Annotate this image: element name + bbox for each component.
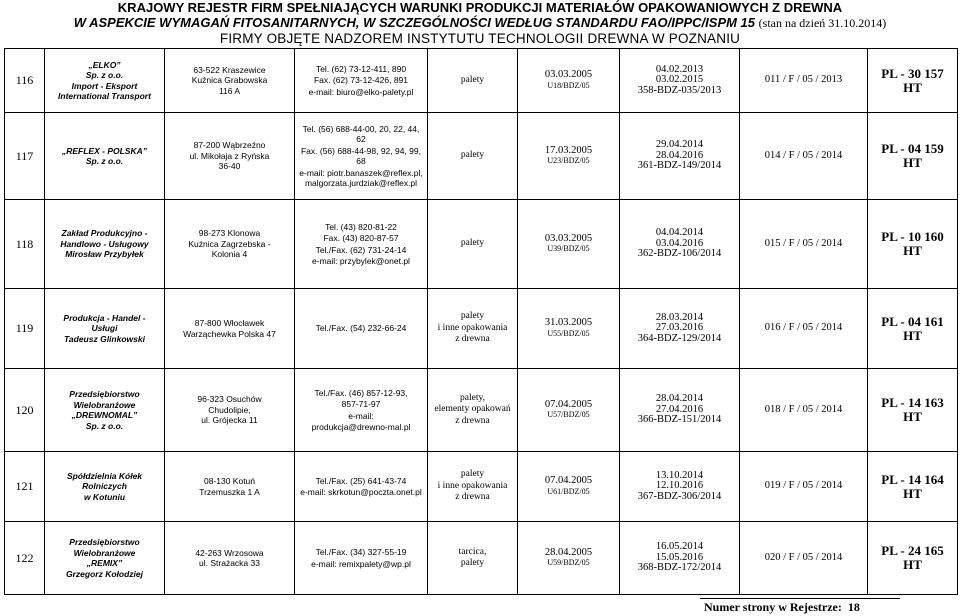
certificate-validity — [620, 113, 740, 200]
registration-date: 31.03.2005 — [544, 317, 593, 328]
contact-info — [295, 452, 428, 522]
row-number: 118 — [5, 200, 45, 289]
registration-date: 28.04.2005 — [544, 546, 593, 558]
register-rows — [5, 49, 958, 595]
firm-name-line: Grzegorz Kołodziej — [66, 568, 143, 579]
registration-date: 03.03.2005 — [544, 69, 593, 80]
product-type — [428, 113, 518, 200]
firm-name — [45, 49, 165, 113]
table-row — [5, 113, 958, 200]
firm-name-line: Przedsiębiorstwo — [69, 537, 140, 547]
validity-line: 15.05.2016 — [655, 551, 704, 563]
validity-line: 03.02.2015 — [655, 74, 704, 86]
validity-line: 04.04.2014 — [655, 227, 704, 239]
product-line: i inne opakowania — [437, 480, 508, 491]
validity-line: 04.02.2013 — [655, 63, 704, 75]
address-line: 63-522 Kraszewice — [193, 64, 266, 75]
table-row — [5, 289, 958, 369]
validity-line: 28.04.2016 — [655, 149, 704, 161]
product-line: z drewna — [455, 492, 490, 503]
contact-line: Tel. (56) 688-44-00, 20, 22, 44, 62 — [302, 123, 420, 144]
product-type — [428, 289, 518, 369]
register-number — [740, 113, 868, 200]
registration-code: U55/BDZ/05 — [547, 328, 590, 338]
page-number: 18 — [847, 600, 860, 614]
register-number-text: 011 / F / 05 / 2013 — [764, 74, 843, 86]
ippc-mark-code: PL - 24 165 — [881, 543, 944, 558]
contact-line: e-mail: biuro@elko-palety.pl — [308, 86, 414, 97]
certificate-validity — [620, 369, 740, 452]
firm-name-line: „REFLEX - POLSKA” — [61, 145, 147, 156]
contact-line: e-mail: — [348, 410, 374, 421]
firm-name-line: Sp. z o.o. — [85, 420, 124, 431]
registration-code: U61/BDZ/05 — [547, 486, 590, 496]
registration-code: U18/BDZ/05 — [547, 80, 590, 90]
registration-date-cell — [518, 200, 620, 289]
row-number: 122 — [5, 522, 45, 595]
product-line: palety — [460, 469, 485, 480]
contact-line: Tel. (43) 820-81-22 — [325, 221, 397, 232]
product-type — [428, 49, 518, 113]
validity-line: 13.10.2014 — [655, 469, 704, 481]
contact-line: e-mail: piotr.banaszek@reflex.pl, malgorzata.jurdziak@reflex.pl — [299, 167, 423, 188]
firm-name-line: International Transport — [58, 91, 151, 101]
firm-name — [45, 113, 165, 200]
firm-name-line: Wielobranżowe — [73, 547, 136, 558]
contact-line: e-mail: przybylek@onet.pl — [312, 256, 410, 266]
registration-date: 07.04.2005 — [544, 398, 593, 410]
firm-name-line: Handlowo - Usługowy — [60, 238, 149, 249]
registration-date: 17.03.2005 — [544, 144, 593, 156]
product-type — [428, 200, 518, 289]
register-number-text: 019 / F / 05 / 2014 — [764, 480, 843, 492]
firm-name — [45, 522, 165, 595]
firm-name-line: Spółdzielnia Kółek — [66, 470, 143, 481]
ippc-mark-code: PL - 14 163 — [881, 395, 944, 410]
validity-line: 366-BDZ-151/2014 — [637, 414, 722, 426]
product-line: i inne opakowania — [437, 322, 508, 333]
validity-line: 16.05.2014 — [655, 541, 704, 553]
product-type — [428, 452, 518, 522]
contact-line: Fax. (62) 73-12-426, 891 — [313, 75, 409, 86]
firm-name — [45, 369, 165, 452]
address-line: 96-323 Osuchów — [197, 394, 262, 405]
validity-line: 12.10.2016 — [655, 480, 704, 492]
product-line: palety — [460, 558, 485, 568]
contact-info — [295, 289, 428, 369]
certificate-validity — [620, 522, 740, 595]
firm-name — [45, 200, 165, 289]
product-line: palety — [460, 150, 485, 161]
contact-line: 857-71-97 — [341, 399, 381, 409]
contact-line: Tel./Fax. (62) 731-24-14 — [315, 244, 407, 255]
product-line: palety — [460, 74, 485, 85]
contact-info — [295, 200, 428, 289]
register-number — [740, 49, 868, 113]
contact-line: Fax. (56) 688-44-98, 92, 94, 99, 68 — [300, 145, 422, 166]
address-line: ul. Mikołaja z Ryńska — [189, 150, 270, 161]
certificate-validity — [620, 200, 740, 289]
contact-line: Tel. (62) 73-12-411, 890 — [315, 63, 407, 74]
firm-name-line: Import - Eksport — [71, 80, 138, 91]
product-line: palety — [460, 311, 485, 322]
contact-info — [295, 49, 428, 113]
registration-date: 07.04.2005 — [544, 475, 593, 486]
contact-info — [295, 113, 428, 200]
firm-address — [165, 200, 295, 289]
firm-name-line: w Kotuniu — [83, 491, 126, 502]
ippc-mark — [868, 452, 958, 522]
firm-name-line: „ELKO” — [88, 59, 121, 70]
validity-line: 29.04.2014 — [655, 139, 704, 151]
table-row — [5, 49, 958, 113]
register-number-text: 016 / F / 05 / 2014 — [764, 322, 843, 334]
ippc-mark — [868, 49, 958, 113]
register-number-text: 014 / F / 05 / 2014 — [764, 149, 843, 161]
address-line: ul. Grójecka 11 — [201, 415, 258, 426]
product-line: palety, — [460, 392, 485, 403]
ippc-mark-code: PL - 10 160 — [881, 229, 944, 244]
ippc-mark-treatment: HT — [903, 485, 922, 501]
firm-name — [45, 289, 165, 369]
register-number — [740, 452, 868, 522]
contact-info — [295, 369, 428, 452]
ippc-mark-code: PL - 14 164 — [881, 471, 944, 487]
address-line: 08-130 Kotuń — [203, 476, 256, 486]
register-number — [740, 289, 868, 369]
row-number: 116 — [5, 49, 45, 113]
contact-line: Tel./Fax. (25) 641-43-74 — [315, 475, 407, 486]
certificate-validity — [620, 452, 740, 522]
registration-code: U39/BDZ/05 — [547, 244, 590, 253]
register-table — [4, 48, 958, 595]
firm-name-line: „DREWNOMAL” — [71, 410, 138, 420]
firm-name-line: Rolniczych — [82, 481, 127, 492]
register-number-text: 018 / F / 05 / 2014 — [764, 403, 843, 415]
register-number-text: 015 / F / 05 / 2014 — [764, 237, 843, 249]
address-line: 98-273 Klonowa — [198, 228, 261, 239]
page-number-label: Numer strony w Rejestrze: — [704, 600, 842, 614]
product-line: elementy opakowań — [434, 404, 511, 415]
register-supervisor-line: FIRMY OBJĘTE NADZOREM INSTYTUTU TECHNOLOGII DREWNA W POZNANIU — [219, 31, 741, 46]
firm-address — [165, 289, 295, 369]
row-number: 120 — [5, 369, 45, 452]
validity-line: 358-BDZ-035/2013 — [637, 84, 722, 96]
ippc-mark-treatment: HT — [903, 409, 922, 424]
register-number-text: 020 / F / 05 / 2014 — [764, 551, 843, 563]
firm-address — [165, 49, 295, 113]
product-line: z drewna — [455, 415, 490, 426]
register-subtitle — [0, 15, 960, 31]
register-number — [740, 522, 868, 595]
validity-line: 361-BDZ-149/2014 — [637, 160, 722, 172]
subtitle-text: W ASPEKCIE WYMAGAŃ FITOSANITARNYCH, W SZCZEGÓLNOŚCI WEDŁUG STANDARDU FAO/IPPC/ISPM 15 — [73, 15, 756, 30]
product-line: tarcica, — [458, 546, 487, 557]
registration-code: U59/BDZ/05 — [547, 558, 590, 567]
row-number: 121 — [5, 452, 45, 522]
status-date: (stan na dzień 31.10.2014) — [758, 16, 887, 30]
address-line: Kuźnica Zagrzebska - — [188, 238, 271, 249]
contact-line: Tel./Fax. (54) 232-66-24 — [315, 323, 407, 334]
firm-name-line: Sp. z o.o. — [85, 70, 124, 80]
ippc-mark-code: PL - 04 161 — [881, 313, 944, 329]
validity-line: 28.03.2014 — [655, 311, 704, 323]
table-row — [5, 522, 958, 595]
contact-line: e-mail: skrkotun@poczta.onet.pl — [300, 487, 422, 497]
registration-date-cell — [518, 452, 620, 522]
registration-code: U57/BDZ/05 — [547, 410, 590, 419]
registration-date: 03.03.2005 — [544, 232, 593, 244]
ippc-mark-treatment: HT — [903, 155, 922, 170]
register-number — [740, 200, 868, 289]
validity-line: 362-BDZ-106/2014 — [637, 248, 722, 260]
ippc-mark — [868, 113, 958, 200]
ippc-mark-treatment: HT — [903, 557, 922, 572]
address-line: Kolonia 4 — [211, 249, 248, 260]
firm-address — [165, 113, 295, 200]
validity-line: 368-BDZ-172/2014 — [637, 562, 722, 574]
address-line: Trzemuszka 1 A — [199, 486, 260, 497]
contact-line: Tel./Fax. (34) 327-55-19 — [315, 547, 407, 557]
contact-line: produkcja@drewno-mal.pl — [311, 422, 411, 432]
firm-address — [165, 452, 295, 522]
validity-line: 367-BDZ-306/2014 — [637, 490, 722, 502]
address-line: Chudolipie, — [208, 404, 251, 415]
firm-name-line: Produkcja - Handel - — [63, 312, 146, 323]
register-number — [740, 369, 868, 452]
address-line: 36-40 — [218, 161, 241, 172]
ippc-mark-code: PL - 04 159 — [881, 141, 944, 156]
product-type — [428, 369, 518, 452]
ippc-mark-code: PL - 30 157 — [881, 65, 944, 81]
validity-line: 03.04.2016 — [655, 237, 704, 249]
row-number: 119 — [5, 289, 45, 369]
validity-line: 28.04.2014 — [655, 393, 704, 405]
firm-name-line: Tadeusz Glinkowski — [64, 333, 145, 344]
row-number: 117 — [5, 113, 45, 200]
registration-code: U23/BDZ/05 — [547, 156, 590, 165]
ippc-mark-treatment: HT — [903, 243, 922, 258]
address-line: 87-800 Włocławek — [194, 318, 265, 328]
registration-date-cell — [518, 522, 620, 595]
firm-address — [165, 522, 295, 595]
validity-line: 27.03.2016 — [655, 322, 704, 334]
address-line: 87-200 Wąbrzeźno — [193, 140, 266, 151]
contact-line: e-mail: remixpalety@wp.pl — [311, 558, 411, 569]
firm-name-line: „REMIX” — [86, 558, 123, 568]
validity-line: 364-BDZ-129/2014 — [637, 332, 722, 344]
ippc-mark — [868, 522, 958, 595]
certificate-validity — [620, 289, 740, 369]
firm-name-line: Sp. z o.o. — [85, 156, 124, 166]
table-row — [5, 452, 958, 522]
product-line: z drewna — [455, 334, 490, 345]
address-line: Warząchewka Polska 47 — [183, 328, 276, 339]
registration-date-cell — [518, 113, 620, 200]
firm-name-line: Zakład Produkcyjno - — [61, 228, 148, 239]
registration-date-cell — [518, 369, 620, 452]
register-title: KRAJOWY REJESTR FIRM SPEŁNIAJĄCYCH WARUNKI PRODUKCJI MATERIAŁÓW OPAKOWANIOWYCH Z DREWNA — [117, 0, 843, 15]
certificate-validity — [620, 49, 740, 113]
footer-divider — [700, 598, 900, 599]
validity-line: 27.04.2016 — [655, 403, 704, 415]
contact-line: Tel./Fax. (46) 857-12-93, — [314, 387, 408, 398]
firm-name — [45, 452, 165, 522]
address-line: 42-263 Wrzosowa — [195, 547, 264, 558]
firm-name-line: Przedsiębiorstwo — [69, 389, 140, 399]
table-row — [5, 369, 958, 452]
registration-date-cell — [518, 289, 620, 369]
address-line: Kuźnica Grabowska — [191, 75, 268, 86]
product-type — [428, 522, 518, 595]
ippc-mark — [868, 200, 958, 289]
firm-name-line: Usługi — [91, 323, 118, 334]
table-row — [5, 200, 958, 289]
ippc-mark-treatment: HT — [903, 327, 922, 343]
firm-address — [165, 369, 295, 452]
ippc-mark — [868, 289, 958, 369]
firm-name-line: Wielobranżowe — [73, 399, 136, 410]
ippc-mark — [868, 369, 958, 452]
address-line: 116 A — [218, 85, 241, 96]
product-line: palety — [460, 238, 485, 249]
contact-line: Fax. (43) 820-87-57 — [323, 233, 399, 243]
address-line: ul. Strażacka 33 — [199, 558, 260, 568]
ippc-mark-treatment: HT — [903, 79, 922, 95]
registration-date-cell — [518, 49, 620, 113]
contact-info — [295, 522, 428, 595]
firm-name-line: Mirosław Przybyłek — [65, 249, 144, 260]
page-number-footer — [704, 600, 860, 614]
